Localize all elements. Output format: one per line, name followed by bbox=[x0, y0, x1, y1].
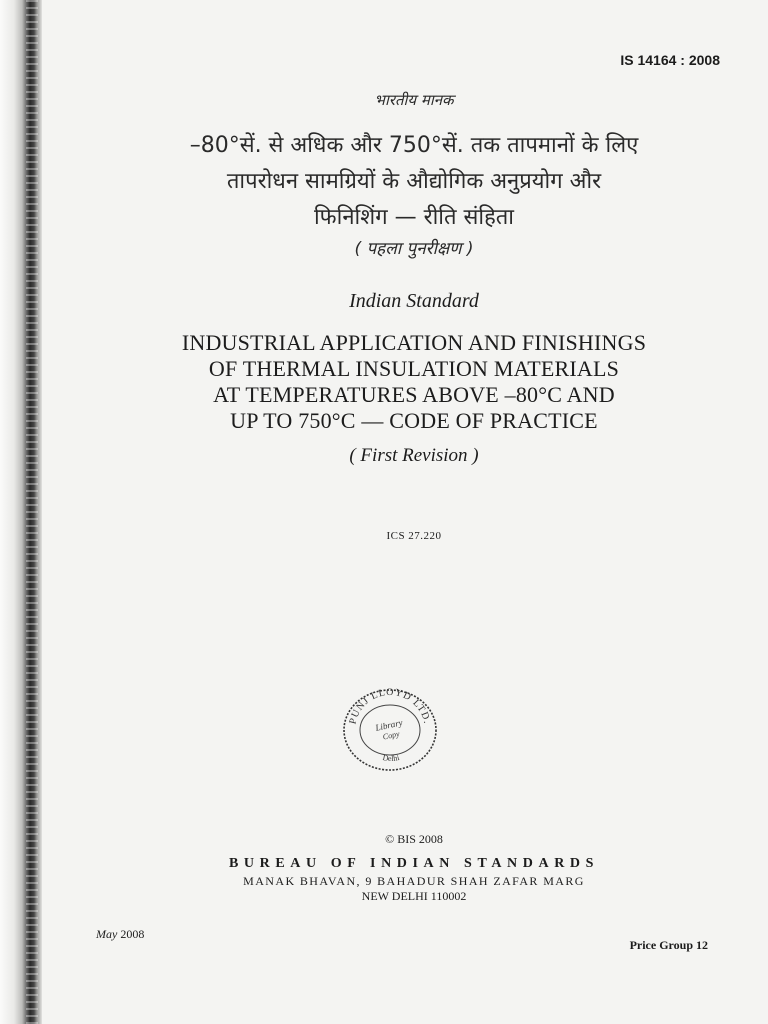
publication-month: May bbox=[96, 927, 118, 941]
stamp-inner-ring bbox=[360, 705, 420, 755]
stamp-center-line-1: Library bbox=[374, 717, 404, 733]
ics-code: ICS 27.220 bbox=[386, 530, 442, 542]
publisher-address: MANAK BHAVAN, 9 BAHADUR SHAH ZAFAR MARG bbox=[243, 874, 585, 888]
document-title bbox=[60, 330, 768, 434]
copyright: © BIS 2008 bbox=[385, 832, 443, 846]
publication-year: 2008 bbox=[120, 927, 145, 941]
stamp-center-line-2: Copy bbox=[381, 729, 401, 742]
hindi-title-line-3: फिनिशिंग — रीति संहिता bbox=[313, 205, 515, 230]
title-line-3: AT TEMPERATURES ABOVE –80°C AND bbox=[213, 382, 615, 407]
standard-number: IS 14164 : 2008 bbox=[620, 52, 720, 68]
hindi-title-line-1: –80°सें. से अधिक और 750°सें. तक तापमानों के लिए bbox=[189, 133, 639, 158]
stamp-bottom-text: Delhi bbox=[381, 752, 401, 764]
publisher-name: BUREAU OF INDIAN STANDARDS bbox=[228, 856, 599, 871]
title-line-4: UP TO 750°C — CODE OF PRACTICE bbox=[230, 408, 598, 433]
publisher-city: NEW DELHI 110002 bbox=[361, 889, 467, 903]
scan-binding-edge bbox=[0, 0, 42, 1024]
indian-standard-label: Indian Standard bbox=[349, 290, 479, 312]
price-group: Price Group 12 bbox=[629, 938, 708, 952]
hindi-title bbox=[60, 128, 768, 236]
publication-date bbox=[96, 927, 144, 942]
library-stamp bbox=[341, 688, 439, 772]
hindi-title-line-2: तापरोधन सामग्रियों के औद्योगिक अनुप्रयोग और bbox=[226, 169, 602, 194]
title-line-1: INDUSTRIAL APPLICATION AND FINISHINGS bbox=[181, 330, 647, 355]
hindi-revision: ( पहला पुनरीक्षण ) bbox=[354, 239, 474, 259]
hindi-heading: भारतीय मानक bbox=[374, 91, 454, 109]
title-line-2: OF THERMAL INSULATION MATERIALS bbox=[208, 356, 620, 381]
english-revision: ( First Revision ) bbox=[349, 445, 479, 466]
stamp-company-text: PUNJ LLOYD LTD. bbox=[347, 688, 433, 726]
